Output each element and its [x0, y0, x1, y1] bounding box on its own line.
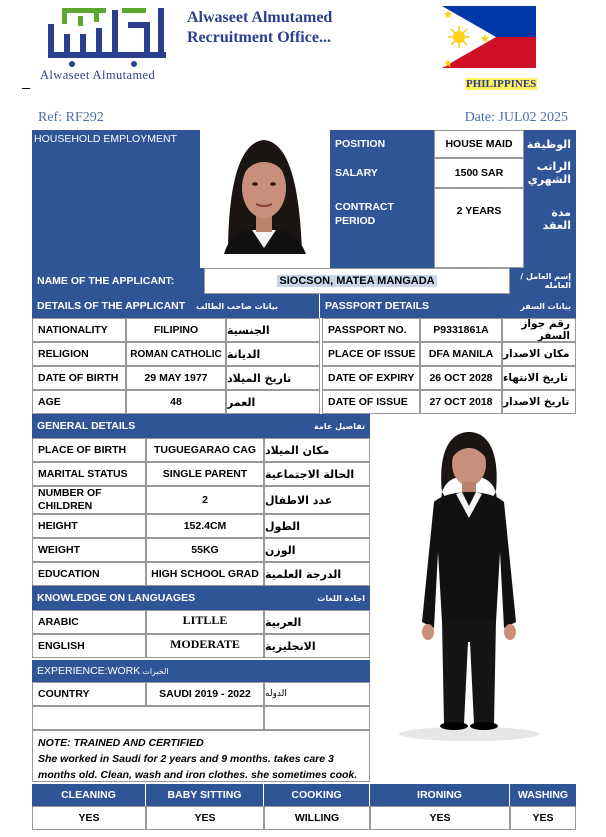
nationality-label: NATIONALITY — [32, 318, 126, 342]
reference-number: Ref: RF292 — [38, 110, 104, 125]
salary-label-cell — [330, 158, 434, 188]
document-date: Date: JUL02 2025 — [464, 110, 568, 125]
applicant-full-photo — [376, 422, 562, 744]
notes-text: She worked in Saudi for 2 years and 9 months. takes care 3 months old. Clean, wash and iron clothes. she sometimes cook. — [38, 753, 358, 781]
applicant-details-title-ar: بيانات صاحب الطالب — [196, 301, 278, 311]
weight-label: WEIGHT — [32, 538, 146, 562]
passport-details-title-ar: بيانات السفر — [520, 301, 571, 311]
marital-status-ar: الحالة الاجتماعية — [264, 462, 370, 486]
exp-empty-cell-1 — [32, 706, 264, 730]
education-label: EDUCATION — [32, 562, 146, 586]
position-ar: الوظيفة — [526, 137, 571, 151]
exp-country-value: SAUDI 2019 - 2022 — [146, 682, 264, 706]
company-name-line1: Alwaseet Almutamed — [187, 9, 333, 26]
marital-status-value: SINGLE PARENT — [146, 462, 264, 486]
nationality-ar: الجنسية — [226, 318, 320, 342]
english-value: MODERATE — [146, 634, 264, 658]
education-value: HIGH SCHOOL GRAD — [146, 562, 264, 586]
contract-label-line1: CONTRACT — [335, 201, 394, 213]
contract-label — [330, 200, 394, 228]
full-body-image — [376, 422, 562, 744]
applicant-name-ar: إسم العامل / العامله — [520, 272, 571, 290]
dob-label: DATE OF BIRTH — [32, 366, 126, 390]
skill-header-washing: WASHING — [510, 784, 576, 806]
education-ar: الدرجة العلمية — [264, 562, 370, 586]
date-of-expiry-ar: تاريخ الانتهاء — [502, 366, 576, 390]
children-label-line1: NUMBER OF — [38, 487, 102, 499]
english-label: ENGLISH — [32, 634, 146, 658]
religion-value: ROMAN CATHOLIC — [126, 342, 226, 366]
height-label: HEIGHT — [32, 514, 146, 538]
divider-mark — [22, 88, 30, 89]
household-title: HOUSEHOLD EMPLOYMENT — [34, 133, 177, 145]
place-of-issue-ar: مكان الاصدار — [502, 342, 576, 366]
applicant-name-label-cell — [32, 268, 204, 294]
applicant-name-cell — [204, 268, 510, 294]
arabic-label: ARABIC — [32, 610, 146, 634]
height-value: 152.4CM — [146, 514, 264, 538]
children-value: 2 — [146, 486, 264, 514]
english-ar: الانجليزية — [264, 634, 370, 658]
place-of-birth-label: PLACE OF BIRTH — [32, 438, 146, 462]
position-label: POSITION — [335, 138, 386, 150]
arabic-ar: العربية — [264, 610, 370, 634]
salary-label: SALARY — [335, 167, 378, 179]
contract-label-cell — [330, 188, 434, 268]
skill-value-baby-sitting: YES — [146, 806, 264, 830]
marital-status-label: MARITAL STATUS — [32, 462, 146, 486]
skill-header-ironing: IRONING — [370, 784, 510, 806]
skill-value-cooking: WILLING — [264, 806, 370, 830]
religion-ar: الديانة — [226, 342, 320, 366]
general-details-title: GENERAL DETAILS — [37, 420, 136, 432]
place-of-issue-label: PLACE OF ISSUE — [322, 342, 420, 366]
skill-value-washing: YES — [510, 806, 576, 830]
contract-ar-cell — [524, 188, 576, 268]
applicant-details-header — [32, 294, 320, 318]
portrait-image — [200, 130, 330, 254]
general-details-title-ar: تفاصيل عامة — [314, 421, 365, 431]
place-of-birth-value: TUGUEGARAO CAG — [146, 438, 264, 462]
experience-title: EXPERIENCE:WORK — [37, 665, 141, 677]
skill-value-ironing: YES — [370, 806, 510, 830]
applicant-portrait — [200, 130, 330, 254]
company-name — [187, 8, 332, 48]
date-of-expiry-value: 26 OCT 2028 — [420, 366, 502, 390]
salary-value: 1500 SAR — [434, 158, 524, 188]
logo-text: Alwaseet Almutamed — [40, 68, 156, 82]
passport-details-title: PASSPORT DETAILS — [325, 300, 430, 312]
children-label-line2: CHILDREN — [38, 500, 93, 512]
date-of-issue-value: 27 OCT 2018 — [420, 390, 502, 414]
household-panel — [32, 130, 200, 268]
exp-country-ar: الدوله — [264, 682, 370, 706]
company-name-line2: Recruitment Office... — [187, 29, 331, 46]
place-of-issue-value: DFA MANILA — [420, 342, 502, 366]
notes-title: NOTE: TRAINED AND CERTIFIED — [38, 737, 204, 749]
salary-ar: الراتب الشهري — [527, 160, 571, 186]
applicant-name: SIOCSON, MATEA MANGADA — [279, 275, 435, 287]
experience-header — [32, 660, 370, 682]
place-of-birth-ar: مكان الميلاد — [264, 438, 370, 462]
salary-ar-cell — [524, 158, 576, 188]
position-value: HOUSE MAID — [434, 130, 524, 158]
weight-value: 55KG — [146, 538, 264, 562]
skill-header-cooking: COOKING — [264, 784, 370, 806]
applicant-details-title: DETAILS OF THE APPLICANT — [37, 300, 186, 312]
languages-title-ar: اجادة اللغات — [317, 593, 365, 603]
nationality-value: FILIPINO — [126, 318, 226, 342]
skill-header-baby-sitting: BABY SITTING — [146, 784, 264, 806]
religion-label: RELIGION — [32, 342, 126, 366]
position-ar-cell — [524, 130, 576, 158]
experience-title-ar: الخبرات — [142, 666, 169, 676]
weight-ar: الوزن — [264, 538, 370, 562]
date-of-issue-ar: تاريخ الاصدار — [502, 390, 576, 414]
passport-details-header — [320, 294, 576, 318]
date-of-expiry-label: DATE OF EXPIRY — [322, 366, 420, 390]
contract-value: 2 YEARS — [434, 188, 524, 268]
date-of-issue-label: DATE OF ISSUE — [322, 390, 420, 414]
languages-title: KNOWLEDGE ON LANGUAGES — [37, 592, 196, 604]
exp-empty-cell-2 — [264, 706, 370, 730]
children-ar: عدد الاطفال — [264, 486, 370, 514]
applicant-name-label: NAME OF THE APPLICANT: — [37, 275, 175, 287]
skill-header-cleaning: CLEANING — [32, 784, 146, 806]
dob-ar: تاريخ الميلاد — [226, 366, 320, 390]
contract-label-line2: PERIOD — [335, 215, 376, 227]
contract-ar: مدة العقد — [542, 206, 571, 232]
notes-box — [32, 730, 370, 782]
languages-header — [32, 586, 370, 610]
arabic-value: LITLLE — [146, 610, 264, 634]
country-label: PHILIPPINES — [466, 78, 537, 90]
age-value: 48 — [126, 390, 226, 414]
age-label: AGE — [32, 390, 126, 414]
height-ar: الطول — [264, 514, 370, 538]
general-details-header — [32, 414, 370, 438]
position-label-cell — [330, 130, 434, 158]
exp-country-label: COUNTRY — [32, 682, 146, 706]
children-label-text — [38, 487, 102, 513]
passport-no-ar: رقم جواز السفر — [502, 318, 576, 342]
applicant-name-ar-cell — [510, 268, 576, 294]
skill-value-cleaning: YES — [32, 806, 146, 830]
passport-no-value: P9331861A — [420, 318, 502, 342]
children-label — [32, 486, 146, 514]
passport-no-label: PASSPORT NO. — [322, 318, 420, 342]
philippines-flag-icon — [442, 6, 536, 68]
age-ar: العمر — [226, 390, 320, 414]
dob-value: 29 MAY 1977 — [126, 366, 226, 390]
